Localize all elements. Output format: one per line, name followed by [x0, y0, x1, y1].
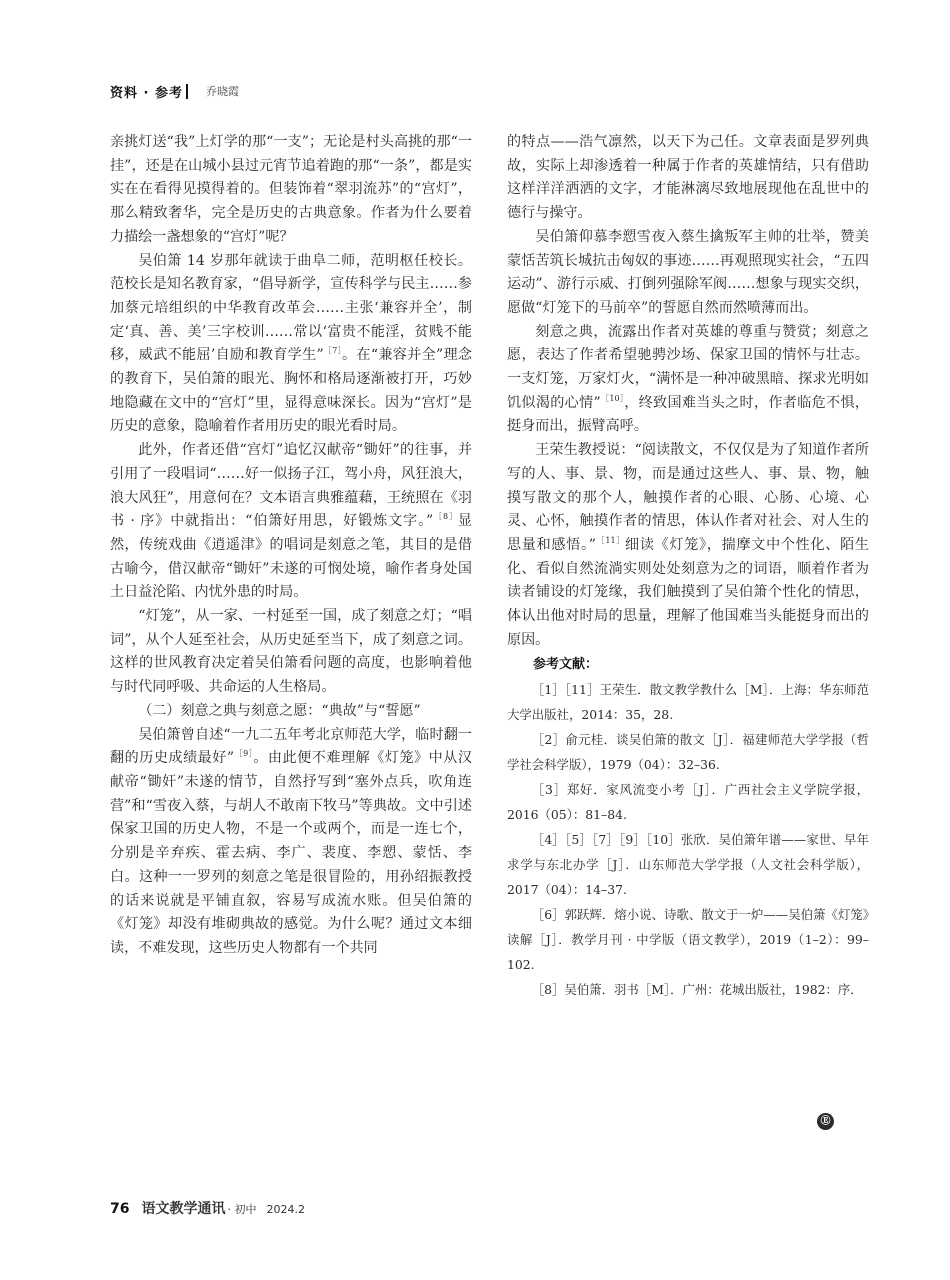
- right-column: [507, 131, 869, 1002]
- reference-item: ［6］郭跃辉．熔小说、诗歌、散文于一炉——吴伯箫《灯笼》读解［J］．教学月刊 · 中学版（语文教学），2019（1–2）：99–102.: [507, 907, 869, 973]
- paragraph: 的特点——浩气凛然，以天下为己任。文章表面是罗列典故，实际上却渗透着一种属于作者的英雄情结，只有借助这样洋洋洒洒的文字，才能淋漓尽致地展现他在乱世中的德行与操守。: [507, 134, 869, 222]
- page-number: 76: [110, 1201, 130, 1217]
- paragraph: 吴伯箫曾自述“一九二五年考北京师范大学，临时翻一翻的历史成绩最好”$^{[9]}$。由此便不难理解《灯笼》中从汉献帝“锄奸”未遂的情节，自然抒写到“塞外点兵，吹角连营”和“雪夜入蔡，与胡人不敢南下牧马”等典故。文中引述保家卫国的历史人物，不是一个或两个，而是一连七个，分别是辛弃疾、霍去病、李广、裴度、李愬、蒙恬、李白。这种一一罗列的刻意之笔是很冒险的，用孙绍振教授的话来说就是平铺直叙，容易写成流水账。但吴伯箫的《灯笼》却没有堆砌典故的感觉。为什么呢？通过文本细读，不难发现，这些历史人物都有一个共同: [110, 726, 472, 956]
- left-column: [110, 131, 472, 961]
- references-heading: 参考文献：: [533, 657, 599, 673]
- reference-item: ［2］俞元桂．谈吴伯箫的散文［J］．福建师范大学学报（哲学社会科学版），1979（04）：32–36.: [507, 732, 869, 773]
- paragraph: 吴伯箫仰慕李愬雪夜入蔡生擒叛军主帅的壮举，赞美蒙恬苦筑长城抗击匈奴的事迹……再观照现实社会，“五四运动”、游行示威、打倒列强除军阀……想象与现实交织，愿做“灯笼下的马前卒”的誓愿自然而然喷薄而出。: [507, 228, 869, 316]
- paragraph: 此外，作者还借“宫灯”追忆汉献帝“锄奸”的往事，并引用了一段唱词“……好一似扬子江，驾小舟，风狂浪大，浪大风狂”，用意何在？文本语言典雅蕴藉，王统照在《羽书 · 序》中就指出：“伯箫好用思，好锻炼文字。”$^{[8]}$显然，传统戏曲《逍遥津》的唱词是刻意之笔，其目的是借古喻今，借汉献帝“锄奸”未遂的可悯处境，喻作者身处国土日益沦陷、内忧外患的时局。: [110, 442, 472, 601]
- header-divider: [186, 84, 188, 99]
- paragraph: 亲挑灯送“我”上灯学的那“一支”；无论是村头高挑的那“一挂”，还是在山城小县过元宵节追着跑的那“一条”，都是实实在在看得见摸得着的。但装饰着“翠羽流苏”的“宫灯”，那么精致奢华，完全是历史的古典意象。作者为什么要着力描绘一盏想象的“宫灯”呢？: [110, 134, 472, 245]
- subheading: （二）刻意之典与刻意之愿：“典故”与“誓愿”: [138, 702, 421, 719]
- citation: ［8］: [433, 512, 458, 522]
- author-name: 乔晓霞: [206, 85, 239, 98]
- citation: ［11］: [596, 535, 626, 545]
- end-of-article-icon: Ⓔ: [817, 1113, 834, 1130]
- citation: ［9］: [234, 749, 254, 759]
- page-footer: [110, 1198, 305, 1218]
- paragraph: 刻意之典，流露出作者对英雄的尊重与赞赏；刻意之愿，表达了作者希望驰骋沙场、保家卫国的情怀与壮志。一支灯笼，万家灯火，“满怀是一种冲破黑暗、探求光明如饥似渴的心情”$^{[10]}$，终致国难当头之时，作者临危不惧，挺身而出，振臂高呼。: [507, 323, 869, 435]
- reference-item: ［4］［5］［7］［9］［10］张欣．吴伯箫年谱——家世、早年求学与东北办学［J］．山东师范大学学报（人文社会科学版），2017（04）：14–37.: [507, 832, 869, 898]
- reference-item: ［8］吴伯箫．羽书［M］．广州：花城出版社，1982：序．: [531, 982, 863, 998]
- journal-edition: · 初中: [227, 1203, 257, 1216]
- paragraph: 王荣生教授说：“阅读散文，不仅仅是为了知道作者所写的人、事、景、物，而是通过这些人、事、景、物，触摸写散文的那个人，触摸作者的心眼、心肠、心境、心灵、心怀，触摸作者的情思，体认作者对社会、对人生的思量和感悟。”$^{[11]}$细读《灯笼》，揣摩文中个性化、陌生化、看似自然流淌实则处处刻意为之的词语，顺着作者为读者铺设的灯笼缘，我们触摸到了吴伯箫个性化的情思，体认出他对时局的思量，理解了他国难当头能挺身而出的原因。: [507, 442, 870, 648]
- reference-item: ［3］郑好．家风流变小考［J］．广西社会主义学院学报，2016（05）：81–84.: [507, 782, 869, 823]
- running-header: [110, 80, 239, 102]
- citation: ［10］: [600, 393, 625, 403]
- reference-item: ［1］［11］王荣生．散文教学教什么［M］．上海：华东师范大学出版社，2014：35，28.: [507, 682, 869, 723]
- paragraph: “灯笼”，从一家、一村延至一国，成了刻意之灯；“唱词”，从个人延至社会，从历史延至当下，成了刻意之词。这样的世风教育决定着吴伯箫看问题的高度，也影响着他与时代同呼吸、共命运的人生格局。: [110, 608, 472, 696]
- issue-number: 2024.2: [266, 1203, 305, 1216]
- paragraph: 吴伯箫 14 岁那年就读于曲阜二师，范明枢任校长。范校长是知名教育家，“倡导新学，宣传科学与民主……参加蔡元培组织的中华教育改革会……主张‘兼容并全’，制定‘真、善、美’三字校训……常以‘富贵不能淫，贫贱不能移，威武不能屈’自励和教育学生”$^{[7]}$。在“兼容并全”理念的教育下，吴伯箫的眼光、胸怀和格局逐渐被打开，巧妙地隐藏在文中的“宫灯”里，显得意味深长。因为“宫灯”是历史的意象，隐喻着作者用历史的眼光看时局。: [110, 252, 472, 435]
- section-label: 资料 · 参考: [110, 85, 183, 101]
- citation: ［7］: [323, 346, 343, 356]
- journal-title: 语文教学通讯: [141, 1201, 226, 1217]
